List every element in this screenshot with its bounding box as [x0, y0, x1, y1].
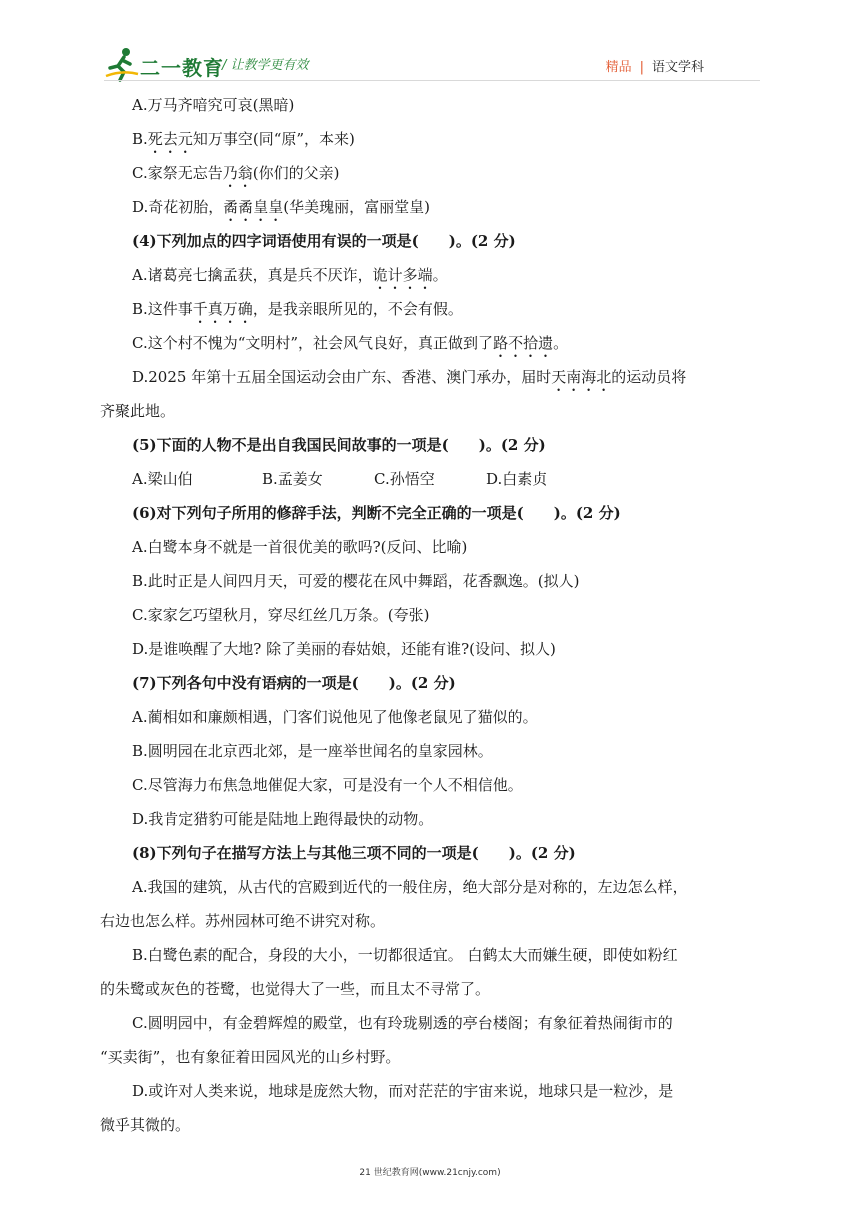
q6-title: (6)对下列句子所用的修辞手法，判断不完全正确的一项是( )。(2 分)	[132, 504, 621, 522]
q4-option-d: D.2025 年第十五届全国运动会由广东、香港、澳门承办，届时天南海北的运动员将	[132, 368, 687, 386]
header-divider	[104, 80, 760, 81]
runner-logo-icon	[104, 46, 140, 82]
q6-option-b: B.此时正是人间四月天，可爱的樱花在风中舞蹈，花香飘逸。(拟人)	[132, 572, 580, 590]
slogan: / 让教学更有效	[222, 58, 309, 73]
q4-option-c: C.这个村不愧为“文明村”，社会风气良好，真正做到了路不拾遗。	[132, 334, 569, 352]
page-footer: 21 世纪教育网(www.21cnjy.com)	[359, 1168, 501, 1178]
q3-option-a: A.万马齐喑究可哀(黑暗)	[132, 96, 295, 114]
q4-option-b: B.这件事千真万确，是我亲眼所见的，不会有假。	[132, 300, 463, 318]
q8-option-b: B.白鹭色素的配合，身段的大小，一切都很适宜。 白鹤太大而嫌生硬，即使如粉红	[132, 946, 678, 964]
q6-option-d: D.是谁唤醒了大地? 除了美丽的春姑娘，还能有谁?(设问、拟人)	[132, 640, 556, 658]
q7-title: (7)下列各句中没有语病的一项是( )。(2 分)	[132, 674, 456, 692]
q6-option-a: A.白鹭本身不就是一首很优美的歌吗?(反问、比喻)	[132, 538, 468, 556]
q8-option-d-cont: 微乎其微的。	[100, 1116, 191, 1134]
tag-separator: |	[639, 60, 644, 75]
q3-option-c: C.家祭无忘告乃翁(你们的父亲)	[132, 164, 340, 182]
q4-option-a: A.诸葛亮七擒孟获，真是兵不厌诈，诡计多端。	[132, 266, 448, 284]
q8-option-a-cont: 右边也怎么样。苏州园林可绝不讲究对称。	[100, 912, 386, 930]
q3-option-d: D.奇花初胎，矞矞皇皇(华美瑰丽，富丽堂皇)	[132, 198, 430, 216]
q8-option-d: D.或许对人类来说，地球是庞然大物，而对茫茫的宇宙来说，地球只是一粒沙，是	[132, 1082, 674, 1100]
q6-option-c: C.家家乞巧望秋月，穿尽红丝几万条。(夸张)	[132, 606, 430, 624]
q8-option-c-cont: “买卖街”，也有象征着田园风光的山乡村野。	[100, 1048, 401, 1066]
q7-option-c: C.尽管海力布焦急地催促大家，可是没有一个人不相信他。	[132, 776, 523, 794]
q8-option-c: C.圆明园中，有金碧辉煌的殿堂，也有玲珑剔透的亭台楼阁；有象征着热闹街市的	[132, 1014, 673, 1032]
tag-subject: 语文学科	[651, 60, 704, 75]
q3-option-b: B.死去元知万事空(同“原”，本来)	[132, 130, 355, 148]
q5-title: (5)下面的人物不是出自我国民间故事的一项是( )。(2 分)	[132, 436, 546, 454]
q4-option-d-cont: 齐聚此地。	[100, 402, 176, 420]
q5-option-c: C.孙悟空	[374, 470, 435, 488]
question-body	[100, 88, 772, 1142]
q4-title: (4)下列加点的四字词语使用有误的一项是( )。(2 分)	[132, 232, 516, 250]
subject-tag	[606, 56, 704, 75]
q8-option-a: A.我国的建筑，从古代的宫殿到近代的一般住房，绝大部分是对称的，左边怎么样，	[132, 878, 688, 896]
q7-option-a: A.蔺相如和廉颇相遇，门客们说他见了他像老鼠见了猫似的。	[132, 708, 538, 726]
page-header	[0, 0, 860, 90]
q7-option-d: D.我肯定猎豹可能是陆地上跑得最快的动物。	[132, 810, 434, 828]
q5-options	[132, 462, 772, 496]
logo-text: 二一教育	[140, 56, 224, 80]
q5-option-a: A.梁山伯	[132, 470, 193, 488]
q5-option-b: B.孟姜女	[262, 470, 323, 488]
tag-highlight: 精品	[605, 60, 632, 75]
q7-option-b: B.圆明园在北京西北郊，是一座举世闻名的皇家园林。	[132, 742, 493, 760]
q8-option-b-cont: 的朱鹭或灰色的苍鹭，也觉得大了一些，而且太不寻常了。	[100, 980, 491, 998]
q5-option-d: D.白素贞	[486, 470, 548, 488]
logo	[104, 46, 224, 82]
q8-title: (8)下列句子在描写方法上与其他三项不同的一项是( )。(2 分)	[132, 844, 576, 862]
